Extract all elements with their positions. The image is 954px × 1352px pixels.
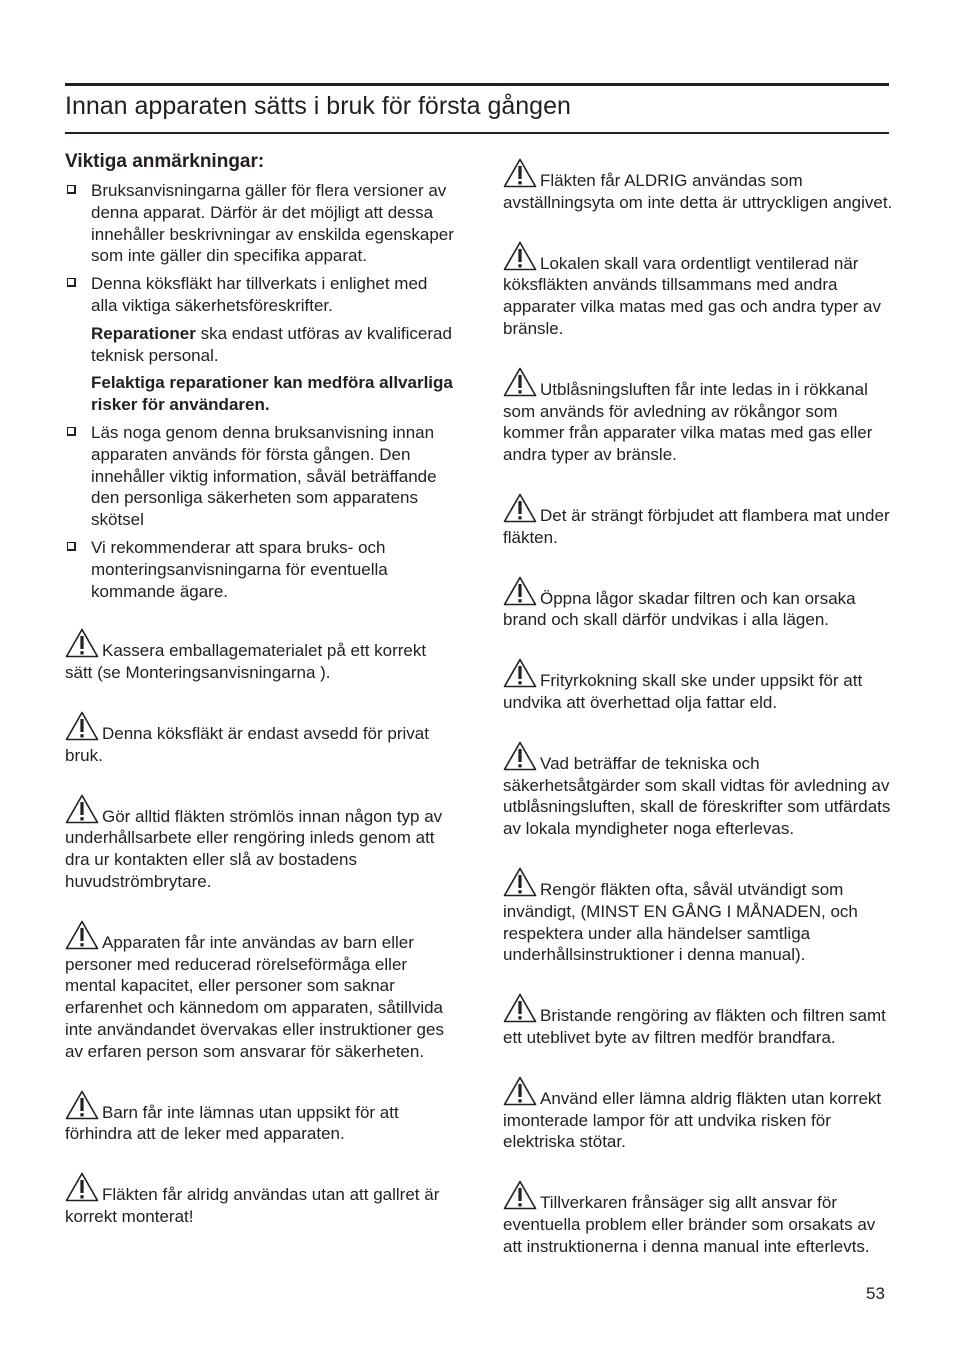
- warning-triangle-icon: [503, 576, 537, 606]
- warning-triangle-icon: [503, 158, 537, 188]
- warning-item: Denna köksfläkt är endast avsedd för privat bruk.: [65, 711, 457, 767]
- warning-item: Rengör fläkten ofta, såväl utvändigt som invändigt, (MINST EN GÅNG I MÅNADEN, och respektera under alla händelser samtliga underhållsinstruktioner i denna manual).: [503, 867, 895, 966]
- warning-item: Vad beträffar de tekniska och säkerhetsåtgärder som skall vidtas för avledning av utblåsningsluften, skall de föreskrifter som utfärdats av lokala myndigheter noga efterlevas.: [503, 741, 895, 840]
- checkbox-square-icon: [67, 542, 76, 551]
- warning-triangle-icon: [503, 867, 537, 897]
- list-item: Vi rekommenderar att spara bruks- och monteringsanvisningarna för eventuella kommande ägare.: [65, 537, 457, 602]
- warning-triangle-icon: [65, 920, 99, 950]
- warning-item: Barn får inte lämnas utan uppsikt för att förhindra att de leker med apparaten.: [65, 1090, 457, 1146]
- warning-item: Använd eller lämna aldrig fläkten utan korrekt imonterade lampor för att undvika risken för elektriska stötar.: [503, 1076, 895, 1153]
- warning-triangle-icon: [503, 993, 537, 1023]
- warning-item: Det är strängt förbjudet att flambera mat under fläkten.: [503, 493, 895, 549]
- repair-note: Reparationer ska endast utföras av kvalificerad teknisk personal.: [91, 323, 452, 365]
- section-heading: Viktiga anmärkningar:: [65, 151, 265, 172]
- warning-triangle-icon: [65, 794, 99, 824]
- repair-warning: Felaktiga reparationer kan medföra allvarliga risker för användaren.: [91, 373, 453, 415]
- warning-triangle-icon: [503, 493, 537, 523]
- warning-item: Tillverkaren frånsäger sig allt ansvar för eventuella problem eller bränder som orsakats av att instruktionerna i denna manual inte efterlevts.: [503, 1180, 895, 1257]
- warning-item: Frityrkokning skall ske under uppsikt för att undvika att överhettad olja fattar eld.: [503, 658, 895, 714]
- warning-triangle-icon: [65, 1172, 99, 1202]
- warning-triangle-icon: [65, 628, 99, 658]
- warning-item: Kassera emballagematerialet på ett korrekt sätt (se Monteringsanvisningarna ).: [65, 628, 457, 684]
- warning-triangle-icon: [65, 1090, 99, 1120]
- warning-triangle-icon: [503, 241, 537, 271]
- warning-triangle-icon: [503, 658, 537, 688]
- warning-item: Fläkten får ALDRIG användas som avställningsyta om inte detta är uttryckligen angivet.: [503, 158, 895, 214]
- warning-item: Lokalen skall vara ordentligt ventilerad när köksfläkten används tillsammans med andra apparater vilka matas med gas och andra typer av bränsle.: [503, 241, 895, 340]
- warning-triangle-icon: [65, 711, 99, 741]
- warning-item: Gör alltid fläkten strömlös innan någon typ av underhållsarbete eller rengöring inleds genom att dra ur kontakten eller slå av bostadens huvudströmbrytare.: [65, 794, 457, 893]
- warning-triangle-icon: [503, 367, 537, 397]
- checkbox-square-icon: [67, 427, 76, 436]
- right-column: [503, 158, 895, 1285]
- left-column: [65, 150, 457, 1255]
- warning-item: Fläkten får alridg användas utan att gallret är korrekt monterat!: [65, 1172, 457, 1228]
- checkbox-square-icon: [67, 185, 76, 194]
- page-title: Innan apparaten sätts i bruk för första gången: [65, 92, 571, 120]
- page-number: 53: [866, 1284, 885, 1303]
- warning-item: Apparaten får inte användas av barn eller personer med reducerad rörelseförmåga eller mental kapacitet, eller personer som saknar erfarenhet och kännedom om apparaten, såtillvida inte användandet övervakas eller instruktioner ges av erfaren person som ansvarar för säkerheten.: [65, 920, 457, 1063]
- warning-item: Bristande rengöring av fläkten och filtren samt ett uteblivet byte av filtren medför brandfara.: [503, 993, 895, 1049]
- warning-triangle-icon: [503, 741, 537, 771]
- header-rule-top: [65, 83, 889, 86]
- list-item: Läs noga genom denna bruksanvisning innan apparaten används för första gången. Den innehåller viktig information, såväl beträffande den personliga säkerheten som apparatens skötsel: [65, 422, 457, 531]
- list-item: Bruksanvisningarna gäller för flera versioner av denna apparat. Därför är det möjligt att dessa innehåller beskrivningar av enskilda egenskaper som inte gäller din specifika apparat.: [65, 180, 457, 267]
- warning-triangle-icon: [503, 1076, 537, 1106]
- header-rule-bottom: [65, 132, 889, 134]
- warning-item: Utblåsningsluften får inte ledas in i rökkanal som används för avledning av rökångor som kommer från apparater vilka matas med gas eller andra typer av bränsle.: [503, 367, 895, 466]
- list-item: Denna köksfläkt har tillverkats i enlighet med alla viktiga säkerhetsföreskrifter.: [65, 273, 457, 317]
- warning-triangle-icon: [503, 1180, 537, 1210]
- checkbox-square-icon: [67, 278, 76, 287]
- warning-item: Öppna lågor skadar filtren och kan orsaka brand och skall därför undvikas i alla lägen.: [503, 576, 895, 632]
